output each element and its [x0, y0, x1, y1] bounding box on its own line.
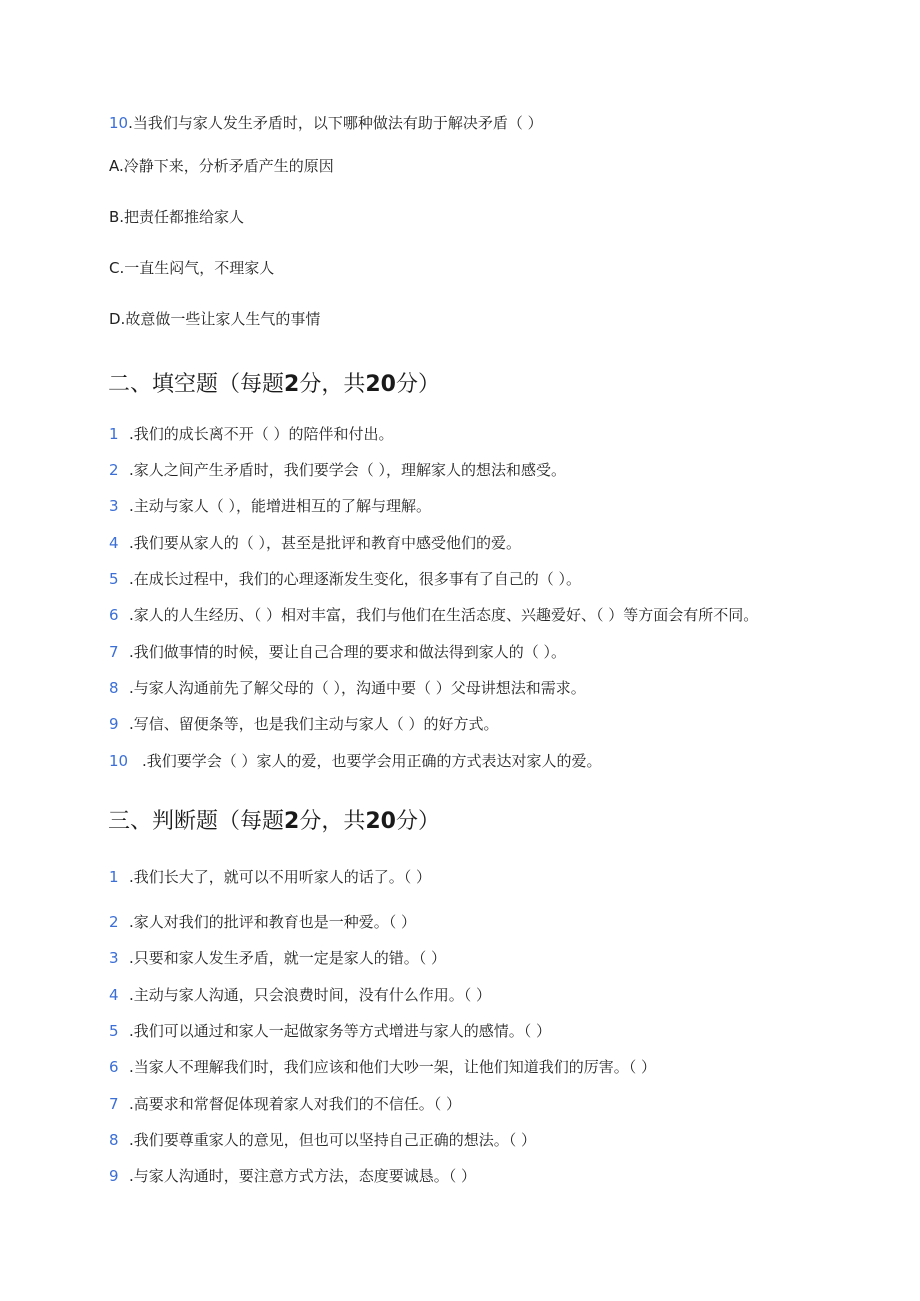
item-number: 8 — [109, 679, 119, 697]
item-number: 4 — [109, 986, 119, 1004]
fill-item — [109, 714, 499, 734]
item-number: 6 — [109, 1058, 119, 1076]
item-number: 9 — [109, 715, 119, 733]
item-text: .我们要从家人的（ ），甚至是批评和教育中感受他们的爱。 — [129, 534, 522, 552]
item-number: 2 — [109, 913, 119, 931]
item-number: 5 — [109, 1022, 119, 1040]
item-text: .只要和家人发生矛盾，就一定是家人的错。（ ） — [129, 949, 447, 967]
item-number: 2 — [109, 461, 119, 479]
item-text: .我们做事情的时候，要让自己合理的要求和做法得到家人的（ ）。 — [129, 643, 567, 661]
fill-item — [109, 460, 566, 480]
item-number: 1 — [109, 868, 119, 886]
item-number: 5 — [109, 570, 119, 588]
item-number: 6 — [109, 606, 119, 624]
judge-item — [109, 1166, 476, 1186]
item-number: 9 — [109, 1167, 119, 1185]
item-text: .与家人沟通时，要注意方式方法，态度要诚恳。（ ） — [129, 1167, 477, 1185]
judge-item — [109, 1130, 536, 1150]
item-text: .我们要尊重家人的意见，但也可以坚持自己正确的想法。（ ） — [129, 1131, 537, 1149]
fill-item — [109, 533, 521, 553]
judge-item — [109, 1021, 551, 1041]
item-number: 7 — [109, 643, 119, 661]
item-text: .我们长大了，就可以不用听家人的话了。（ ） — [129, 868, 432, 886]
item-text: .当家人不理解我们时，我们应该和他们大吵一架，让他们知道我们的厉害。（ ） — [129, 1058, 657, 1076]
item-number: 3 — [109, 497, 119, 515]
fill-item — [109, 569, 581, 589]
judge-item — [109, 912, 416, 932]
judge-item — [109, 1057, 656, 1077]
item-text: .在成长过程中，我们的心理逐渐发生变化，很多事有了自己的（ ）。 — [129, 570, 582, 588]
item-number: 4 — [109, 534, 119, 552]
judge-item — [109, 1094, 461, 1114]
item-text: .主动与家人沟通，只会浪费时间，没有什么作用。（ ） — [129, 986, 492, 1004]
item-text: .我们要学会（ ）家人的爱，也要学会用正确的方式表达对家人的爱。 — [142, 752, 602, 770]
question-text: .当我们与家人发生矛盾时，以下哪种做法有助于解决矛盾（ ） — [128, 114, 543, 132]
item-text: .写信、留便条等，也是我们主动与家人（ ）的好方式。 — [129, 715, 499, 733]
judge-item — [109, 948, 446, 968]
question-10 — [109, 113, 543, 133]
fill-item — [109, 751, 602, 771]
question-number: 10 — [109, 114, 129, 132]
item-number: 10 — [109, 752, 129, 770]
fill-item — [109, 424, 394, 444]
fill-item — [109, 496, 431, 516]
item-text: .高要求和常督促体现着家人对我们的不信任。（ ） — [129, 1095, 462, 1113]
option-a: A.冷静下来，分析矛盾产生的原因 — [109, 157, 334, 175]
item-number: 8 — [109, 1131, 119, 1149]
item-text: .主动与家人（ ），能增进相互的了解与理解。 — [129, 497, 432, 515]
item-number: 3 — [109, 949, 119, 967]
item-text: .家人之间产生矛盾时，我们要学会（ ），理解家人的想法和感受。 — [129, 461, 567, 479]
option-b: B.把责任都推给家人 — [109, 208, 245, 226]
item-text: .家人对我们的批评和教育也是一种爱。（ ） — [129, 913, 417, 931]
item-text: .家人的人生经历、（ ）相对丰富，我们与他们在生活态度、兴趣爱好、（ ）等方面会有所不同。 — [129, 606, 759, 624]
fill-item — [109, 605, 758, 625]
option-d: D.故意做一些让家人生气的事情 — [109, 310, 321, 328]
judge-item — [109, 985, 491, 1005]
item-number: 7 — [109, 1095, 119, 1113]
section-3-title: 三、判断题（每题2分，共20分） — [108, 809, 440, 834]
section-2-title: 二、填空题（每题2分，共20分） — [108, 372, 440, 397]
item-number: 1 — [109, 425, 119, 443]
judge-item — [109, 867, 431, 887]
item-text: .我们的成长离不开（ ）的陪伴和付出。 — [129, 425, 394, 443]
fill-item — [109, 678, 586, 698]
option-c: C.一直生闷气，不理家人 — [109, 259, 275, 277]
item-text: .与家人沟通前先了解父母的（ ），沟通中要（ ）父母讲想法和需求。 — [129, 679, 586, 697]
item-text: .我们可以通过和家人一起做家务等方式增进与家人的感情。（ ） — [129, 1022, 552, 1040]
fill-item — [109, 642, 566, 662]
